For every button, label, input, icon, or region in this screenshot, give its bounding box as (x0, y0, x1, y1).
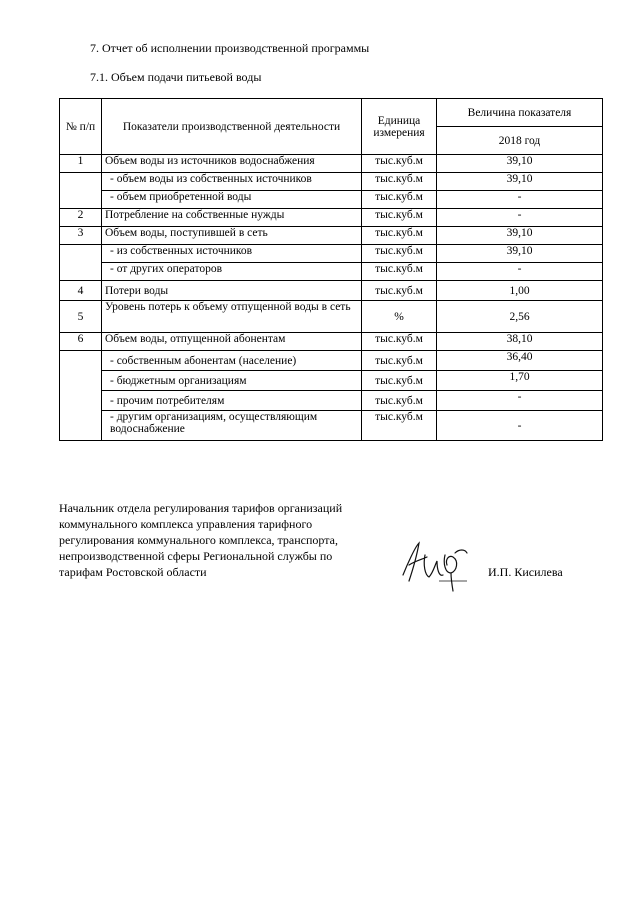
header-unit: Единица измерения (362, 99, 437, 155)
row-indicator: Объем воды из источников водоснабжения (102, 155, 362, 173)
row-value: 39,10 (437, 173, 603, 191)
row-unit: % (362, 301, 437, 333)
signatory-position: Начальник отдела регулирования тарифов организаций коммунального комплекса управления тарифного регулирования коммунального комплекса, транспорта, непроизводственной сферы Региональной службы по тарифам Ростовской области (59, 501, 343, 579)
table-row (60, 351, 603, 371)
table-row (60, 173, 603, 191)
row-unit: тыс.куб.м (362, 391, 437, 411)
row-unit: тыс.куб.м (362, 209, 437, 227)
header-year: 2018 год (437, 127, 603, 155)
row-num: 6 (60, 333, 102, 351)
row-num (60, 245, 102, 281)
table-row (60, 371, 603, 391)
row-num: 2 (60, 209, 102, 227)
table-row (60, 333, 603, 351)
row-indicator: - от других операторов (102, 263, 362, 281)
row-num: 5 (60, 301, 102, 333)
row-value: - (437, 411, 603, 441)
row-value: 39,10 (437, 245, 603, 263)
table-row (60, 227, 603, 245)
table-row (60, 301, 603, 333)
row-indicator: Уровень потерь к объему отпущенной воды в сеть (102, 301, 362, 333)
row-num: 1 (60, 155, 102, 173)
table-row (60, 245, 603, 263)
row-unit: тыс.куб.м (362, 263, 437, 281)
row-value: - (437, 391, 603, 411)
row-unit: тыс.куб.м (362, 281, 437, 301)
table-row (60, 281, 603, 301)
row-indicator: - из собственных источников (102, 245, 362, 263)
table-row (60, 411, 603, 441)
row-indicator: - собственным абонентам (население) (102, 351, 362, 371)
row-indicator: Объем воды, отпущенной абонентам (102, 333, 362, 351)
row-value: 38,10 (437, 333, 603, 351)
row-unit: тыс.куб.м (362, 351, 437, 371)
row-indicator: - объем приобретенной воды (102, 191, 362, 209)
handwritten-signature (395, 535, 480, 595)
row-value: 39,10 (437, 227, 603, 245)
row-indicator: - другим организациям, осуществляющим водоснабжение (102, 411, 362, 441)
row-indicator: - объем воды из собственных источников (102, 173, 362, 191)
row-value: 2,56 (437, 301, 603, 333)
row-value: 1,70 (437, 371, 603, 391)
table-row (60, 155, 603, 173)
row-value: 1,00 (437, 281, 603, 301)
row-value: - (437, 263, 603, 281)
row-unit: тыс.куб.м (362, 371, 437, 391)
row-unit: тыс.куб.м (362, 245, 437, 263)
row-indicator: Потери воды (102, 281, 362, 301)
header-indicator: Показатели производственной деятельности (102, 99, 362, 155)
subsection-title: 7.1. Объем подачи питьевой воды (90, 70, 262, 84)
row-num: 3 (60, 227, 102, 245)
row-value: 39,10 (437, 155, 603, 173)
row-indicator: Объем воды, поступившей в сеть (102, 227, 362, 245)
row-value: 36,40 (437, 351, 603, 371)
header-value-group: Величина показателя (437, 99, 603, 127)
row-indicator: - бюджетным организациям (102, 371, 362, 391)
row-indicator: Потребление на собственные нужды (102, 209, 362, 227)
table-row (60, 191, 603, 209)
table-row (60, 263, 603, 281)
row-unit: тыс.куб.м (362, 411, 437, 441)
header-num: № п/п (60, 99, 102, 155)
row-unit: тыс.куб.м (362, 227, 437, 245)
signatory-name: И.П. Кисилева (488, 565, 563, 579)
table-row (60, 209, 603, 227)
table-body (60, 155, 603, 441)
row-value: - (437, 209, 603, 227)
section-title: 7. Отчет об исполнении производственной программы (90, 41, 370, 55)
row-value: - (437, 191, 603, 209)
water-supply-table (59, 98, 603, 441)
row-num: 4 (60, 281, 102, 301)
row-num (60, 173, 102, 209)
row-unit: тыс.куб.м (362, 333, 437, 351)
row-unit: тыс.куб.м (362, 173, 437, 191)
row-unit: тыс.куб.м (362, 191, 437, 209)
row-num (60, 351, 102, 441)
row-indicator: - прочим потребителям (102, 391, 362, 411)
table-row (60, 391, 603, 411)
row-unit: тыс.куб.м (362, 155, 437, 173)
